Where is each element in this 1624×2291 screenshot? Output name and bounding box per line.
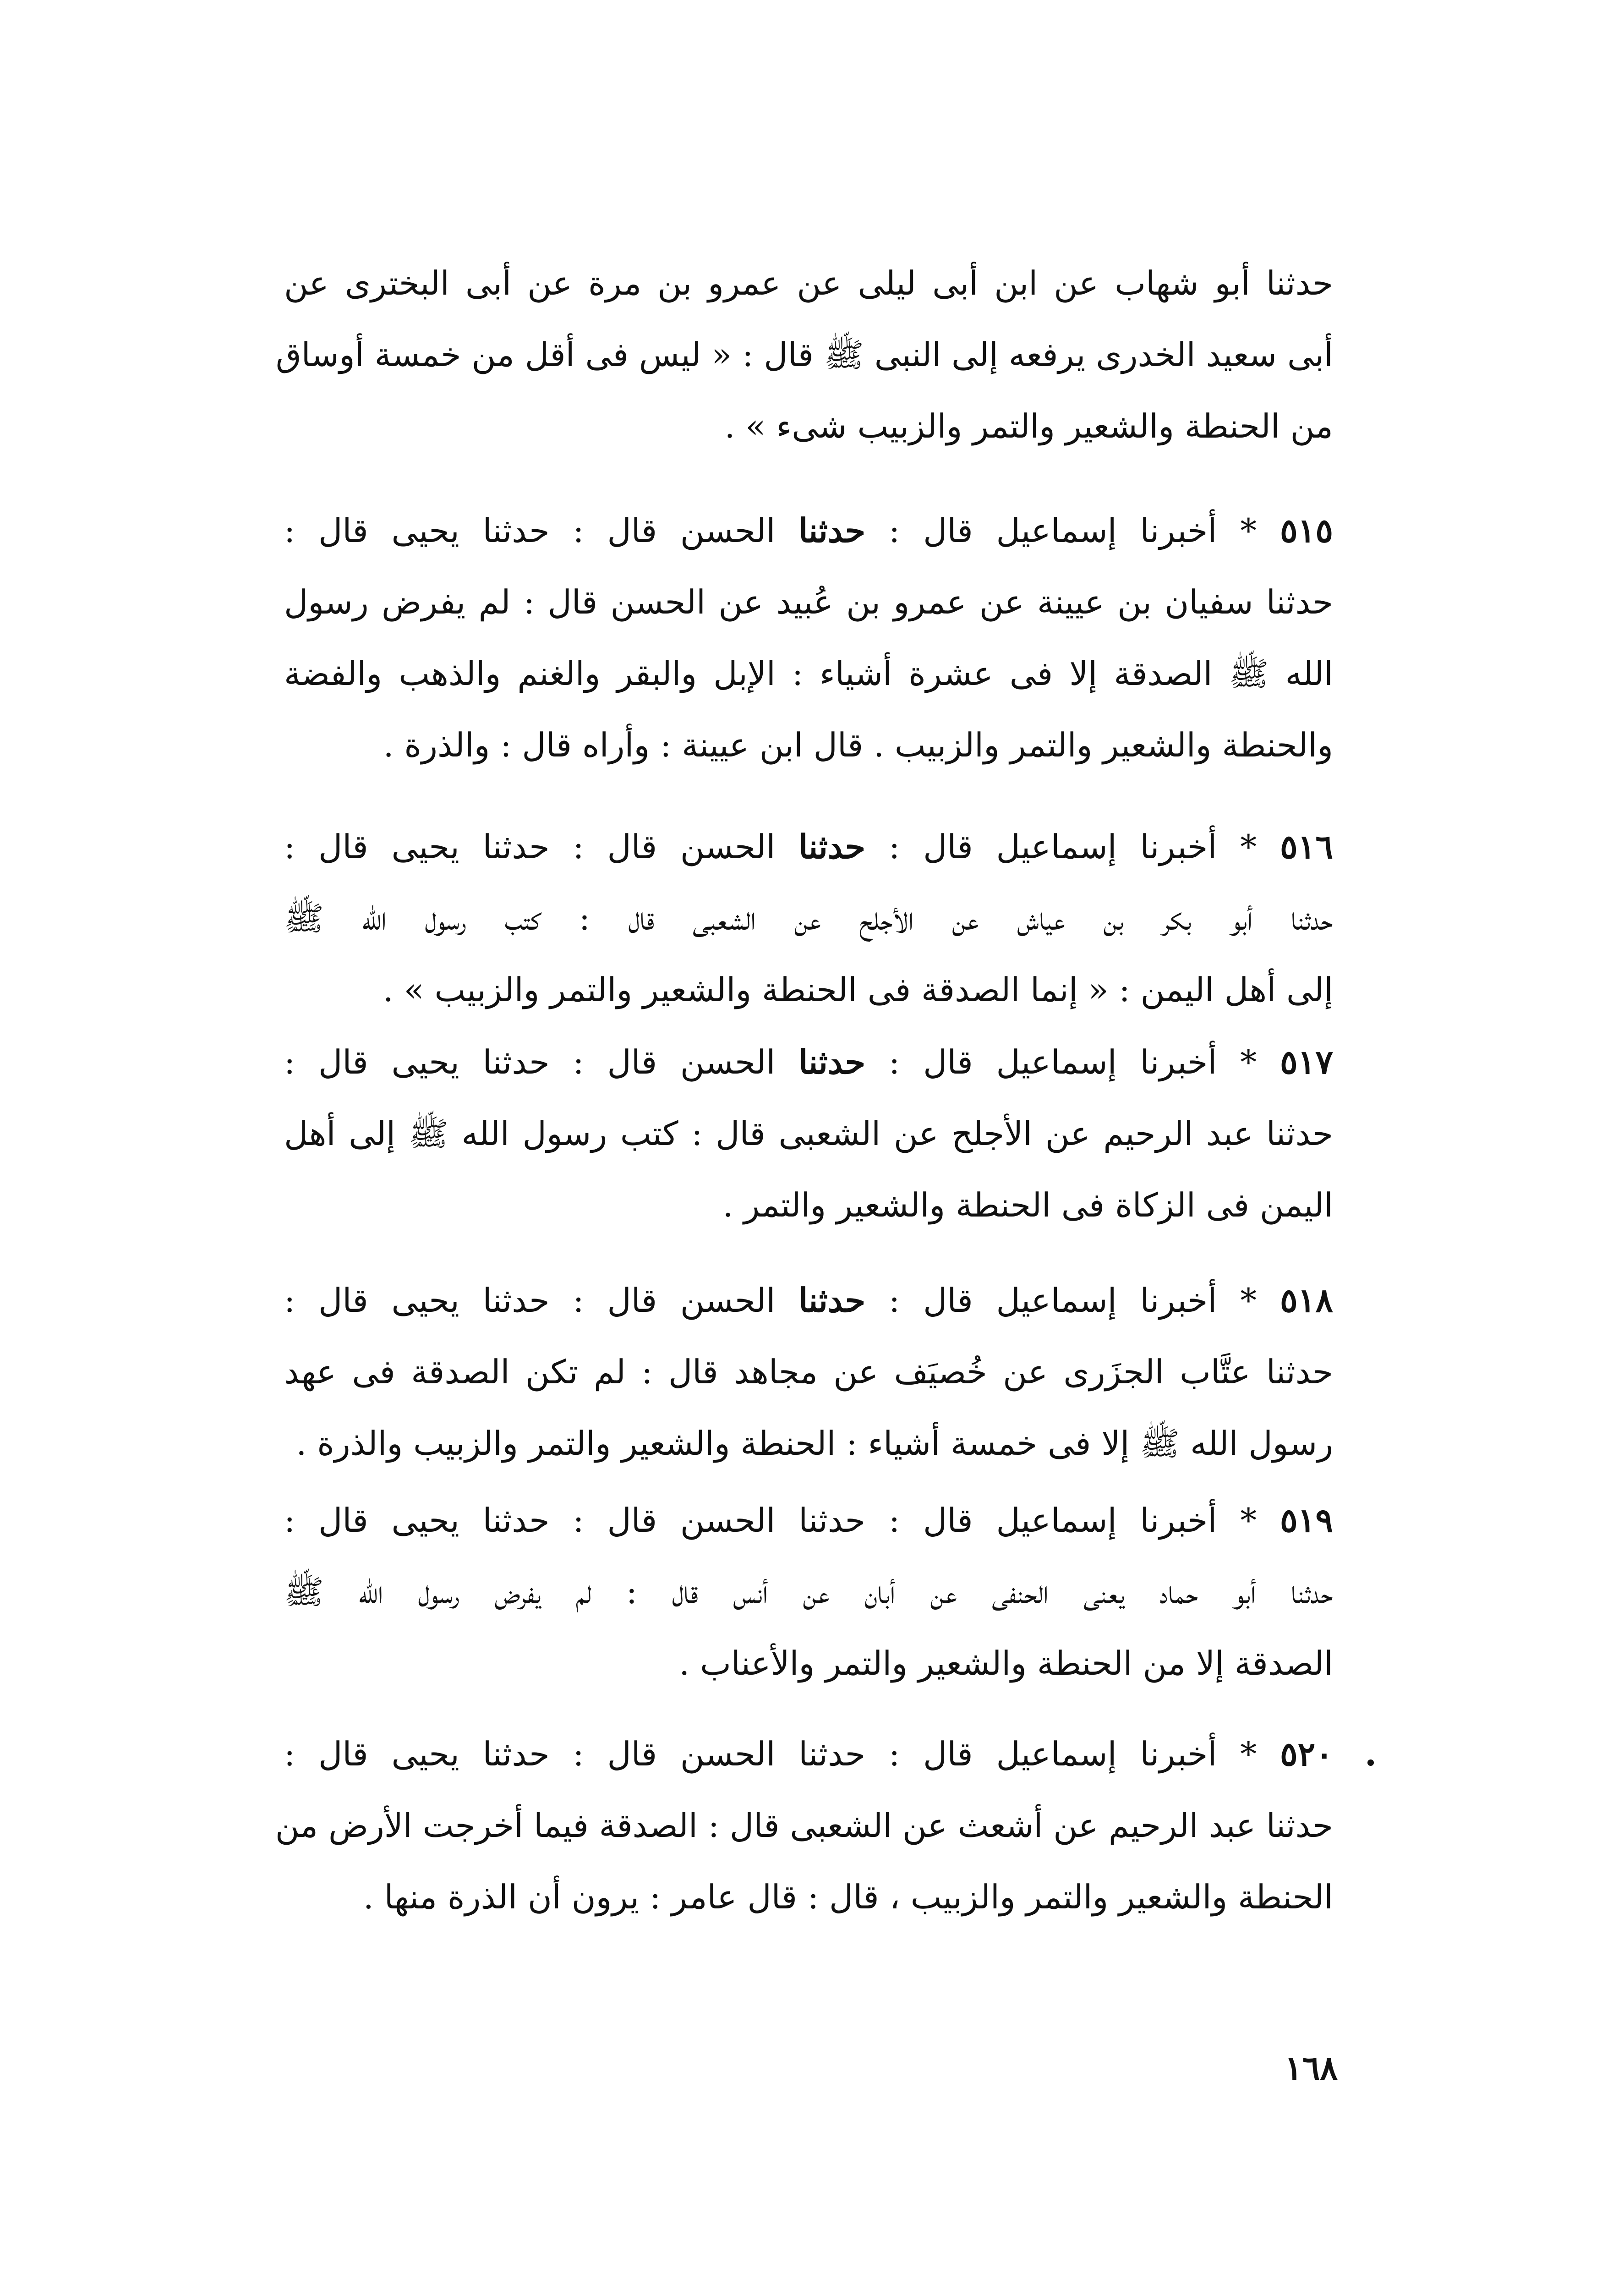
hadith-number: ٥٢٠: [1280, 1734, 1334, 1773]
hadith-number: ٥١٧: [1280, 1042, 1334, 1081]
hadith-519: [284, 1485, 1333, 1699]
hadith-heading: [284, 1485, 1333, 1556]
hadith-isnad-suffix: الحسن قال : حدثنا يحيى قال :: [284, 511, 776, 550]
hadith-isnad-prefix: أخبرنا إسماعيل قال :: [889, 1043, 1217, 1081]
hadith-isnad-bold: حدثنا: [798, 1042, 866, 1081]
hadith-isnad-prefix: أخبرنا إسماعيل قال : حدثنا الحسن قال : حدثنا يحيى قال :: [284, 1735, 1217, 1773]
hadith-number: ٥١٥: [1280, 511, 1334, 550]
hadith-line: حدثنا أبو بكر بن عياش عن الأجلح عن الشعبى قال : كتب رسول الله ﷺ: [284, 899, 1333, 937]
hadith-heading: [284, 811, 1333, 882]
hadith-line: والحنطة والشعير والتمر والزبيب . قال ابن عيينة : وأراه قال : والذرة .: [383, 726, 1333, 764]
hadith-star: *: [1240, 511, 1257, 550]
hadith-line: حدثنا عتَّاب الجزَرى عن خُصيَف عن مجاهد قال : لم تكن الصدقة فى عهد: [284, 1353, 1333, 1391]
hadith-isnad-bold: حدثنا: [798, 1281, 866, 1320]
hadith-515: [284, 495, 1333, 781]
hadith-isnad-prefix: أخبرنا إسماعيل قال :: [889, 828, 1217, 866]
hadith-isnad-bold: حدثنا: [798, 511, 866, 550]
hadith-isnad-prefix: أخبرنا إسماعيل قال :: [889, 511, 1217, 550]
hadith-line: الصدقة إلا من الحنطة والشعير والتمر والأعناب .: [679, 1644, 1333, 1683]
hadith-isnad-suffix: الحسن قال : حدثنا يحيى قال :: [284, 1043, 776, 1081]
hadith-520: [275, 1718, 1334, 1933]
hadith-star: *: [1240, 1501, 1257, 1540]
intro-line: أبى سعيد الخدرى يرفعه إلى النبى ﷺ قال : « ليس فى أقل من خمسة أوساق: [275, 335, 1333, 374]
intro-paragraph: [275, 247, 1333, 462]
hadith-517: [284, 1026, 1333, 1241]
hadith-heading: [284, 1265, 1333, 1336]
margin-dot: [1367, 1759, 1374, 1766]
hadith-star: *: [1240, 828, 1257, 866]
intro-line: من الحنطة والشعير والتمر والزبيب شىء » .: [724, 407, 1333, 445]
hadith-line: الله ﷺ الصدقة إلا فى عشرة أشياء : الإبل والبقر والغنم والذهب والفضة: [284, 654, 1333, 693]
hadith-heading: [284, 495, 1333, 566]
hadith-number: ٥١٩: [1280, 1501, 1334, 1540]
hadith-line: إلى أهل اليمن : « إنما الصدقة فى الحنطة والشعير والتمر والزبيب » .: [383, 970, 1333, 1009]
hadith-isnad-suffix: الحسن قال : حدثنا يحيى قال :: [284, 1281, 776, 1320]
hadith-number: ٥١٦: [1280, 827, 1334, 866]
hadith-line: الحنطة والشعير والتمر والزبيب ، قال : قال عامر : يرون أن الذرة منها .: [363, 1878, 1333, 1916]
hadith-star: *: [1240, 1281, 1257, 1320]
hadith-518: [284, 1265, 1333, 1479]
hadith-heading: [284, 1026, 1333, 1098]
hadith-isnad-prefix: أخبرنا إسماعيل قال : حدثنا الحسن قال : حدثنا يحيى قال :: [284, 1501, 1217, 1540]
hadith-line: حدثنا عبد الرحيم عن أشعث عن الشعبى قال : الصدقة فيما أخرجت الأرض من: [275, 1806, 1333, 1845]
hadith-line: رسول الله ﷺ إلا فى خمسة أشياء : الحنطة والشعير والتمر والزبيب والذرة .: [296, 1424, 1333, 1463]
hadith-line: حدثنا أبو حماد يعنى الحنفى عن أبان عن أنس قال : لم يفرض رسول الله ﷺ: [284, 1573, 1333, 1611]
hadith-line: حدثنا سفيان بن عيينة عن عمرو بن عُبيد عن الحسن قال : لم يفرض رسول: [284, 583, 1333, 621]
intro-line: حدثنا أبو شهاب عن ابن أبى ليلى عن عمرو بن مرة عن أبى البخترى عن: [284, 264, 1333, 302]
hadith-star: *: [1240, 1043, 1257, 1081]
page-number: ١٦٨: [1284, 2048, 1338, 2087]
hadith-line: حدثنا عبد الرحيم عن الأجلح عن الشعبى قال : كتب رسول الله ﷺ إلى أهل: [284, 1114, 1333, 1153]
hadith-isnad-suffix: الحسن قال : حدثنا يحيى قال :: [284, 828, 776, 866]
hadith-star: *: [1240, 1735, 1257, 1773]
hadith-line: اليمن فى الزكاة فى الحنطة والشعير والتمر .: [722, 1186, 1333, 1224]
hadith-isnad-bold: حدثنا: [798, 827, 866, 866]
hadith-isnad-prefix: أخبرنا إسماعيل قال :: [889, 1281, 1217, 1320]
hadith-heading: [284, 1718, 1333, 1790]
hadith-516: [284, 811, 1333, 1025]
hadith-number: ٥١٨: [1280, 1281, 1334, 1320]
